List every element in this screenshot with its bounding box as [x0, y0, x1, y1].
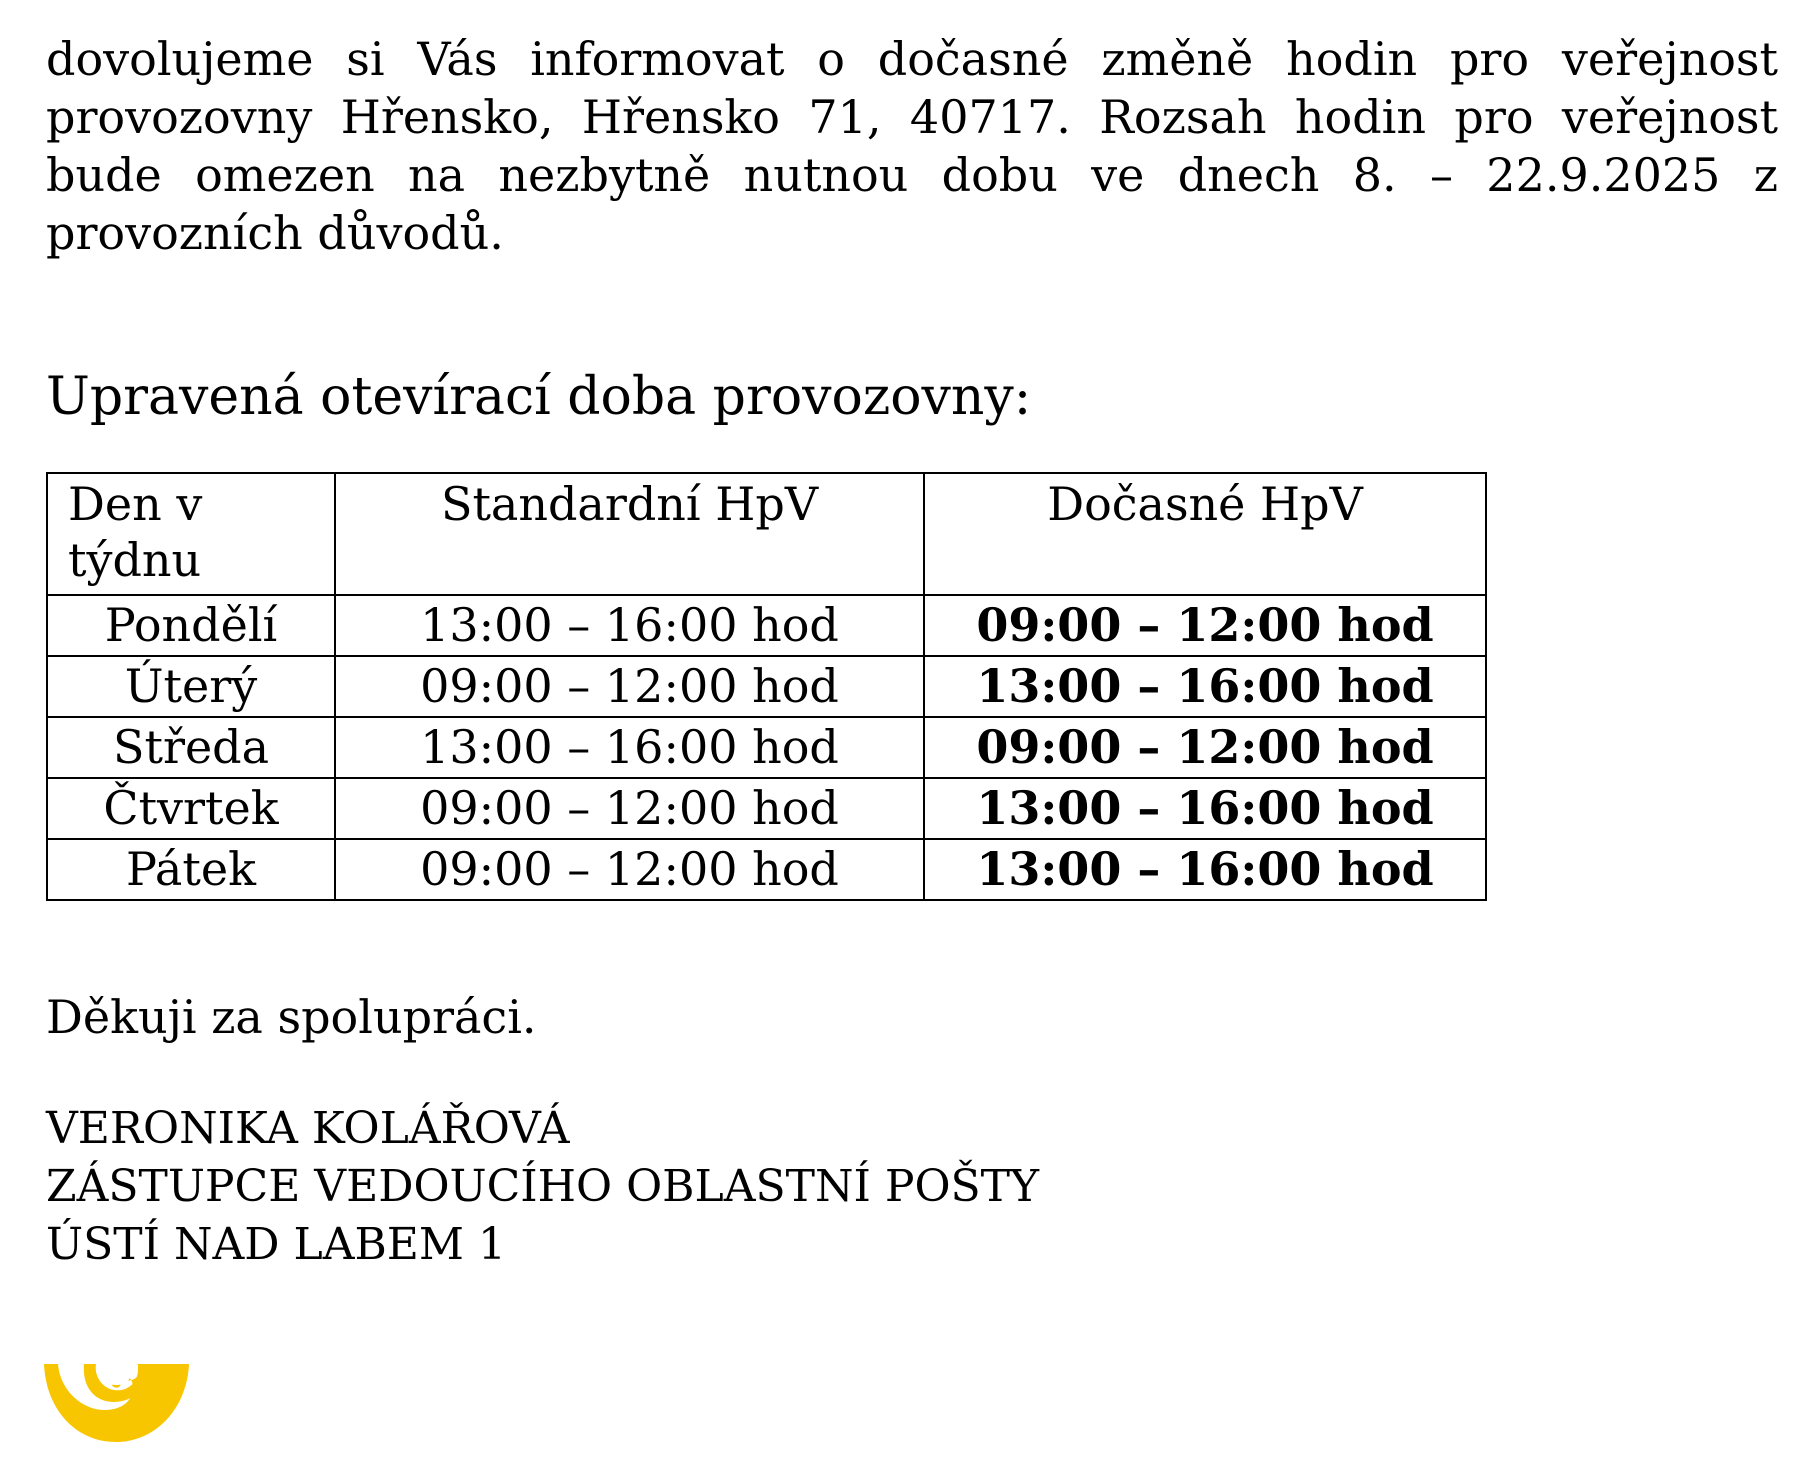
cell-temporary-hours: 13:00 – 16:00 hod: [924, 839, 1486, 900]
table-row: [47, 778, 1486, 839]
opening-hours-table: [46, 472, 1487, 901]
cell-standard-hours: 13:00 – 16:00 hod: [335, 595, 924, 656]
cell-temporary-hours: 13:00 – 16:00 hod: [924, 656, 1486, 717]
signatory-role: ZÁSTUPCE VEDOUCÍHO OBLASTNÍ POŠTY: [46, 1161, 1040, 1212]
cell-day: Středa: [47, 717, 335, 778]
table-row: [47, 839, 1486, 900]
signatory-name: VERONIKA KOLÁŘOVÁ: [46, 1103, 570, 1154]
cell-temporary-hours: 09:00 – 12:00 hod: [924, 717, 1486, 778]
cell-standard-hours: 09:00 – 12:00 hod: [335, 839, 924, 900]
table-row: [47, 656, 1486, 717]
table-row: [47, 595, 1486, 656]
header-standard-hours: Standardní HpV: [335, 473, 924, 595]
cell-day: Pondělí: [47, 595, 335, 656]
cell-temporary-hours: 13:00 – 16:00 hod: [924, 778, 1486, 839]
czech-post-horn-logo-icon: [44, 1364, 189, 1444]
cell-day: Úterý: [47, 656, 335, 717]
table-row: [47, 717, 1486, 778]
header-day: Den v týdnu: [47, 473, 335, 595]
header-temporary-hours: Dočasné HpV: [924, 473, 1486, 595]
intro-paragraph: dovolujeme si Vás informovat o dočasné změně hodin pro veřejnost provozovny Hřensko, Hřensko 71, 40717. Rozsah hodin pro veřejnost bude omezen na nezbytně nutnou dobu ve dnech 8. – 22.9.2025 z provozních důvodů.: [46, 32, 1778, 260]
cell-standard-hours: 09:00 – 12:00 hod: [335, 778, 924, 839]
cell-temporary-hours: 09:00 – 12:00 hod: [924, 595, 1486, 656]
signatory-office: ÚSTÍ NAD LABEM 1: [46, 1219, 506, 1270]
signature-block: [46, 1100, 1039, 1274]
letter-page: [46, 30, 1778, 1270]
closing-thanks: Děkuji za spolupráci.: [46, 990, 537, 1044]
cell-day: Čtvrtek: [47, 778, 335, 839]
opening-hours-heading: Upravená otevírací doba provozovny:: [46, 367, 1032, 427]
cell-standard-hours: 13:00 – 16:00 hod: [335, 717, 924, 778]
table-header-row: [47, 473, 1486, 595]
cell-day: Pátek: [47, 839, 335, 900]
cell-standard-hours: 09:00 – 12:00 hod: [335, 656, 924, 717]
